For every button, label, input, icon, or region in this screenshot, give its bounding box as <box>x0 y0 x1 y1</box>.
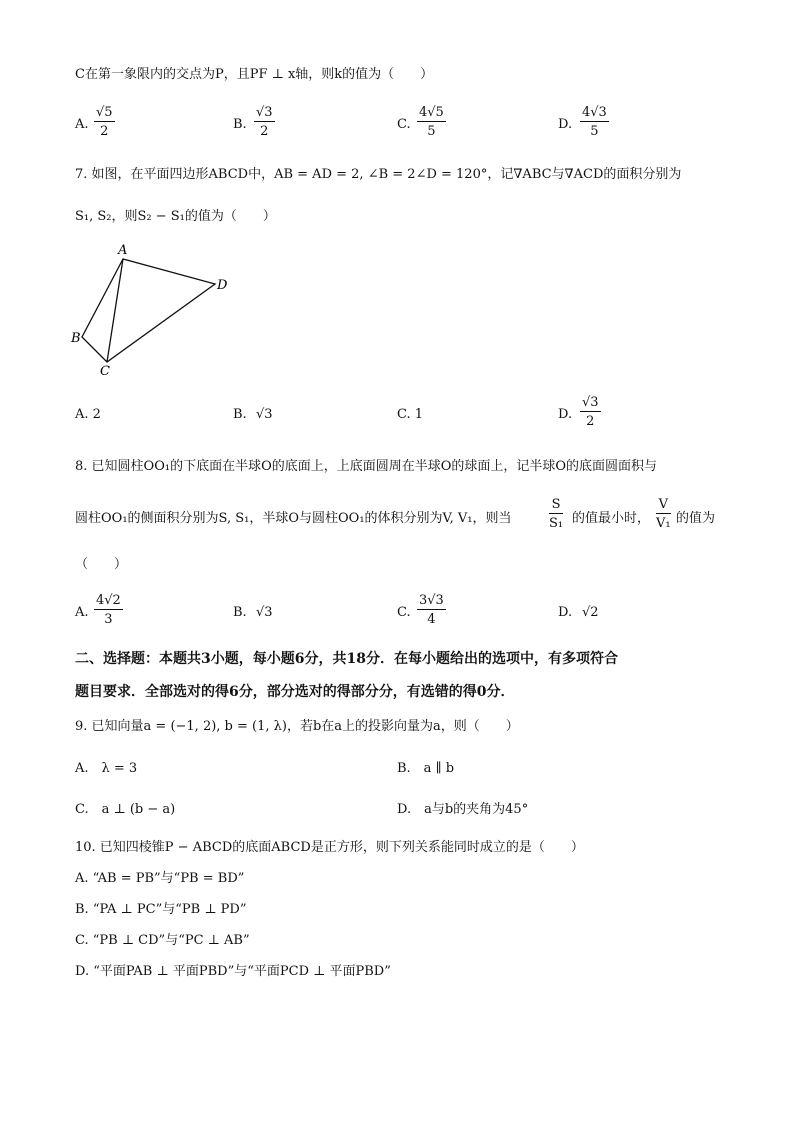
q10-stem: 10. 已知四棱锥P − ABCD的底面ABCD是正方形，则下列关系能同时成立的是（ ） <box>75 840 584 855</box>
q8-fraction2-numerator: V <box>656 498 671 514</box>
q8-option-c-fraction <box>417 594 446 626</box>
q6-option-a-numerator: √5 <box>96 105 113 120</box>
q7-option-b-label[interactable]: B. <box>233 407 247 422</box>
q8-option-a-label[interactable]: A. <box>75 605 89 620</box>
q8-stem-line2-part3: 的值为 <box>676 511 716 526</box>
q8-option-c-label[interactable]: C. <box>397 605 411 620</box>
q9-option-b[interactable]: B. a ∥ b <box>397 761 455 776</box>
section2-heading-line2: 题目要求．全部选对的得6分，部分选对的得部分分，有选错的得0分． <box>75 684 515 700</box>
q6-option-c-denominator: 5 <box>427 124 436 139</box>
q6-option-c-numerator: 4√5 <box>419 105 444 120</box>
q8-option-a-fraction <box>94 594 123 626</box>
q6-option-b-numerator: √3 <box>256 105 273 120</box>
q6-option-a-fraction <box>94 106 115 138</box>
q6-option-d-denominator: 5 <box>590 124 599 139</box>
q8-option-b-label[interactable]: B. <box>233 605 247 620</box>
q8-stem-line1: 8. 已知圆柱OO₁的下底面在半球O的底面上，上底面圆周在半球O的球面上，记半球O的底面圆面积与 <box>75 459 658 474</box>
section2-heading-line1: 二、选择题：本题共3小题，每小题6分，共18分．在每小题给出的选项中，有多项符合 <box>75 651 618 667</box>
q8-option-a-numerator: 4√2 <box>96 593 121 608</box>
quadrilateral-figure <box>60 238 250 383</box>
q8-stem-line2-part2: 的值最小时， <box>572 511 651 526</box>
q6-option-c-fraction <box>417 106 446 138</box>
q8-fraction1-denominator: S₁ <box>549 516 564 531</box>
q6-option-d-numerator: 4√3 <box>582 105 607 120</box>
q8-stem-line2-part1: 圆柱OO₁的侧面积分别为S, S₁，半球O与圆柱OO₁的体积分别为V, V₁，则当 <box>75 511 512 526</box>
q8-option-b-value: √3 <box>256 605 273 620</box>
q6-option-b-fraction <box>254 106 275 138</box>
q7-option-b-value: √3 <box>256 407 273 422</box>
q7-option-d-label[interactable]: D. <box>558 407 573 422</box>
q8-option-d-value: √2 <box>582 605 599 620</box>
q6-option-a-denominator: 2 <box>100 124 109 139</box>
q7-stem-line1: 7. 如图，在平面四边形ABCD中，AB = AD = 2, ∠B = 2∠D = 120°，记∇ABC与∇ACD的面积分别为 <box>75 167 682 182</box>
vertex-label-c: C <box>100 364 110 379</box>
q10-option-d[interactable]: D. “平面PAB ⊥ 平面PBD”与“平面PCD ⊥ 平面PBD” <box>75 964 391 979</box>
quadrilateral-outline <box>82 259 215 362</box>
q6-option-a-label[interactable]: A. <box>75 117 89 132</box>
q9-stem: 9. 已知向量a = (−1, 2), b = (1, λ)，若b在a上的投影向量为a，则（ ） <box>75 719 519 734</box>
q8-option-a-denominator: 3 <box>104 612 113 627</box>
q8-option-c-denominator: 4 <box>427 612 436 627</box>
q6-option-d-fraction <box>580 106 609 138</box>
q7-option-d-denominator: 2 <box>586 414 595 429</box>
q8-fraction2-denominator: V₁ <box>656 516 671 531</box>
q7-option-d-numerator: √3 <box>582 395 599 410</box>
q6-option-b-label[interactable]: B. <box>233 117 247 132</box>
q8-stem-line3: （ ） <box>75 557 128 572</box>
q6-option-d-label[interactable]: D. <box>558 117 573 132</box>
q8-fraction-v-over-v1 <box>656 498 671 530</box>
q8-fraction1-numerator: S <box>549 498 563 514</box>
q9-option-d[interactable]: D. a与b的夹角为45° <box>397 802 529 817</box>
q10-option-b[interactable]: B. “PA ⊥ PC”与“PB ⊥ PD” <box>75 902 247 917</box>
q7-option-c[interactable]: C. 1 <box>397 407 424 422</box>
q8-option-d-label[interactable]: D. <box>558 605 573 620</box>
q10-option-c[interactable]: C. “PB ⊥ CD”与“PC ⊥ AB” <box>75 933 250 948</box>
q8-option-c-numerator: 3√3 <box>419 593 444 608</box>
q9-option-a[interactable]: A. λ = 3 <box>75 761 138 776</box>
vertex-label-a: A <box>118 243 128 258</box>
q8-fraction-s-over-s1 <box>549 498 563 530</box>
vertex-label-b: B <box>71 331 81 346</box>
q6-stem-tail: C在第一象限内的交点为P，且PF ⊥ x轴，则k的值为（ ） <box>75 67 434 82</box>
q6-option-c-label[interactable]: C. <box>397 117 411 132</box>
q10-option-a[interactable]: A. “AB = PB”与“PB = BD” <box>75 871 245 886</box>
q7-option-a[interactable]: A. 2 <box>75 407 101 422</box>
q7-option-d-fraction <box>580 396 601 428</box>
q6-option-b-denominator: 2 <box>260 124 269 139</box>
vertex-label-d: D <box>217 278 228 293</box>
q7-stem-line2: S₁, S₂，则S₂ − S₁的值为（ ） <box>75 209 276 224</box>
q9-option-c[interactable]: C. a ⊥ (b − a) <box>75 802 176 817</box>
